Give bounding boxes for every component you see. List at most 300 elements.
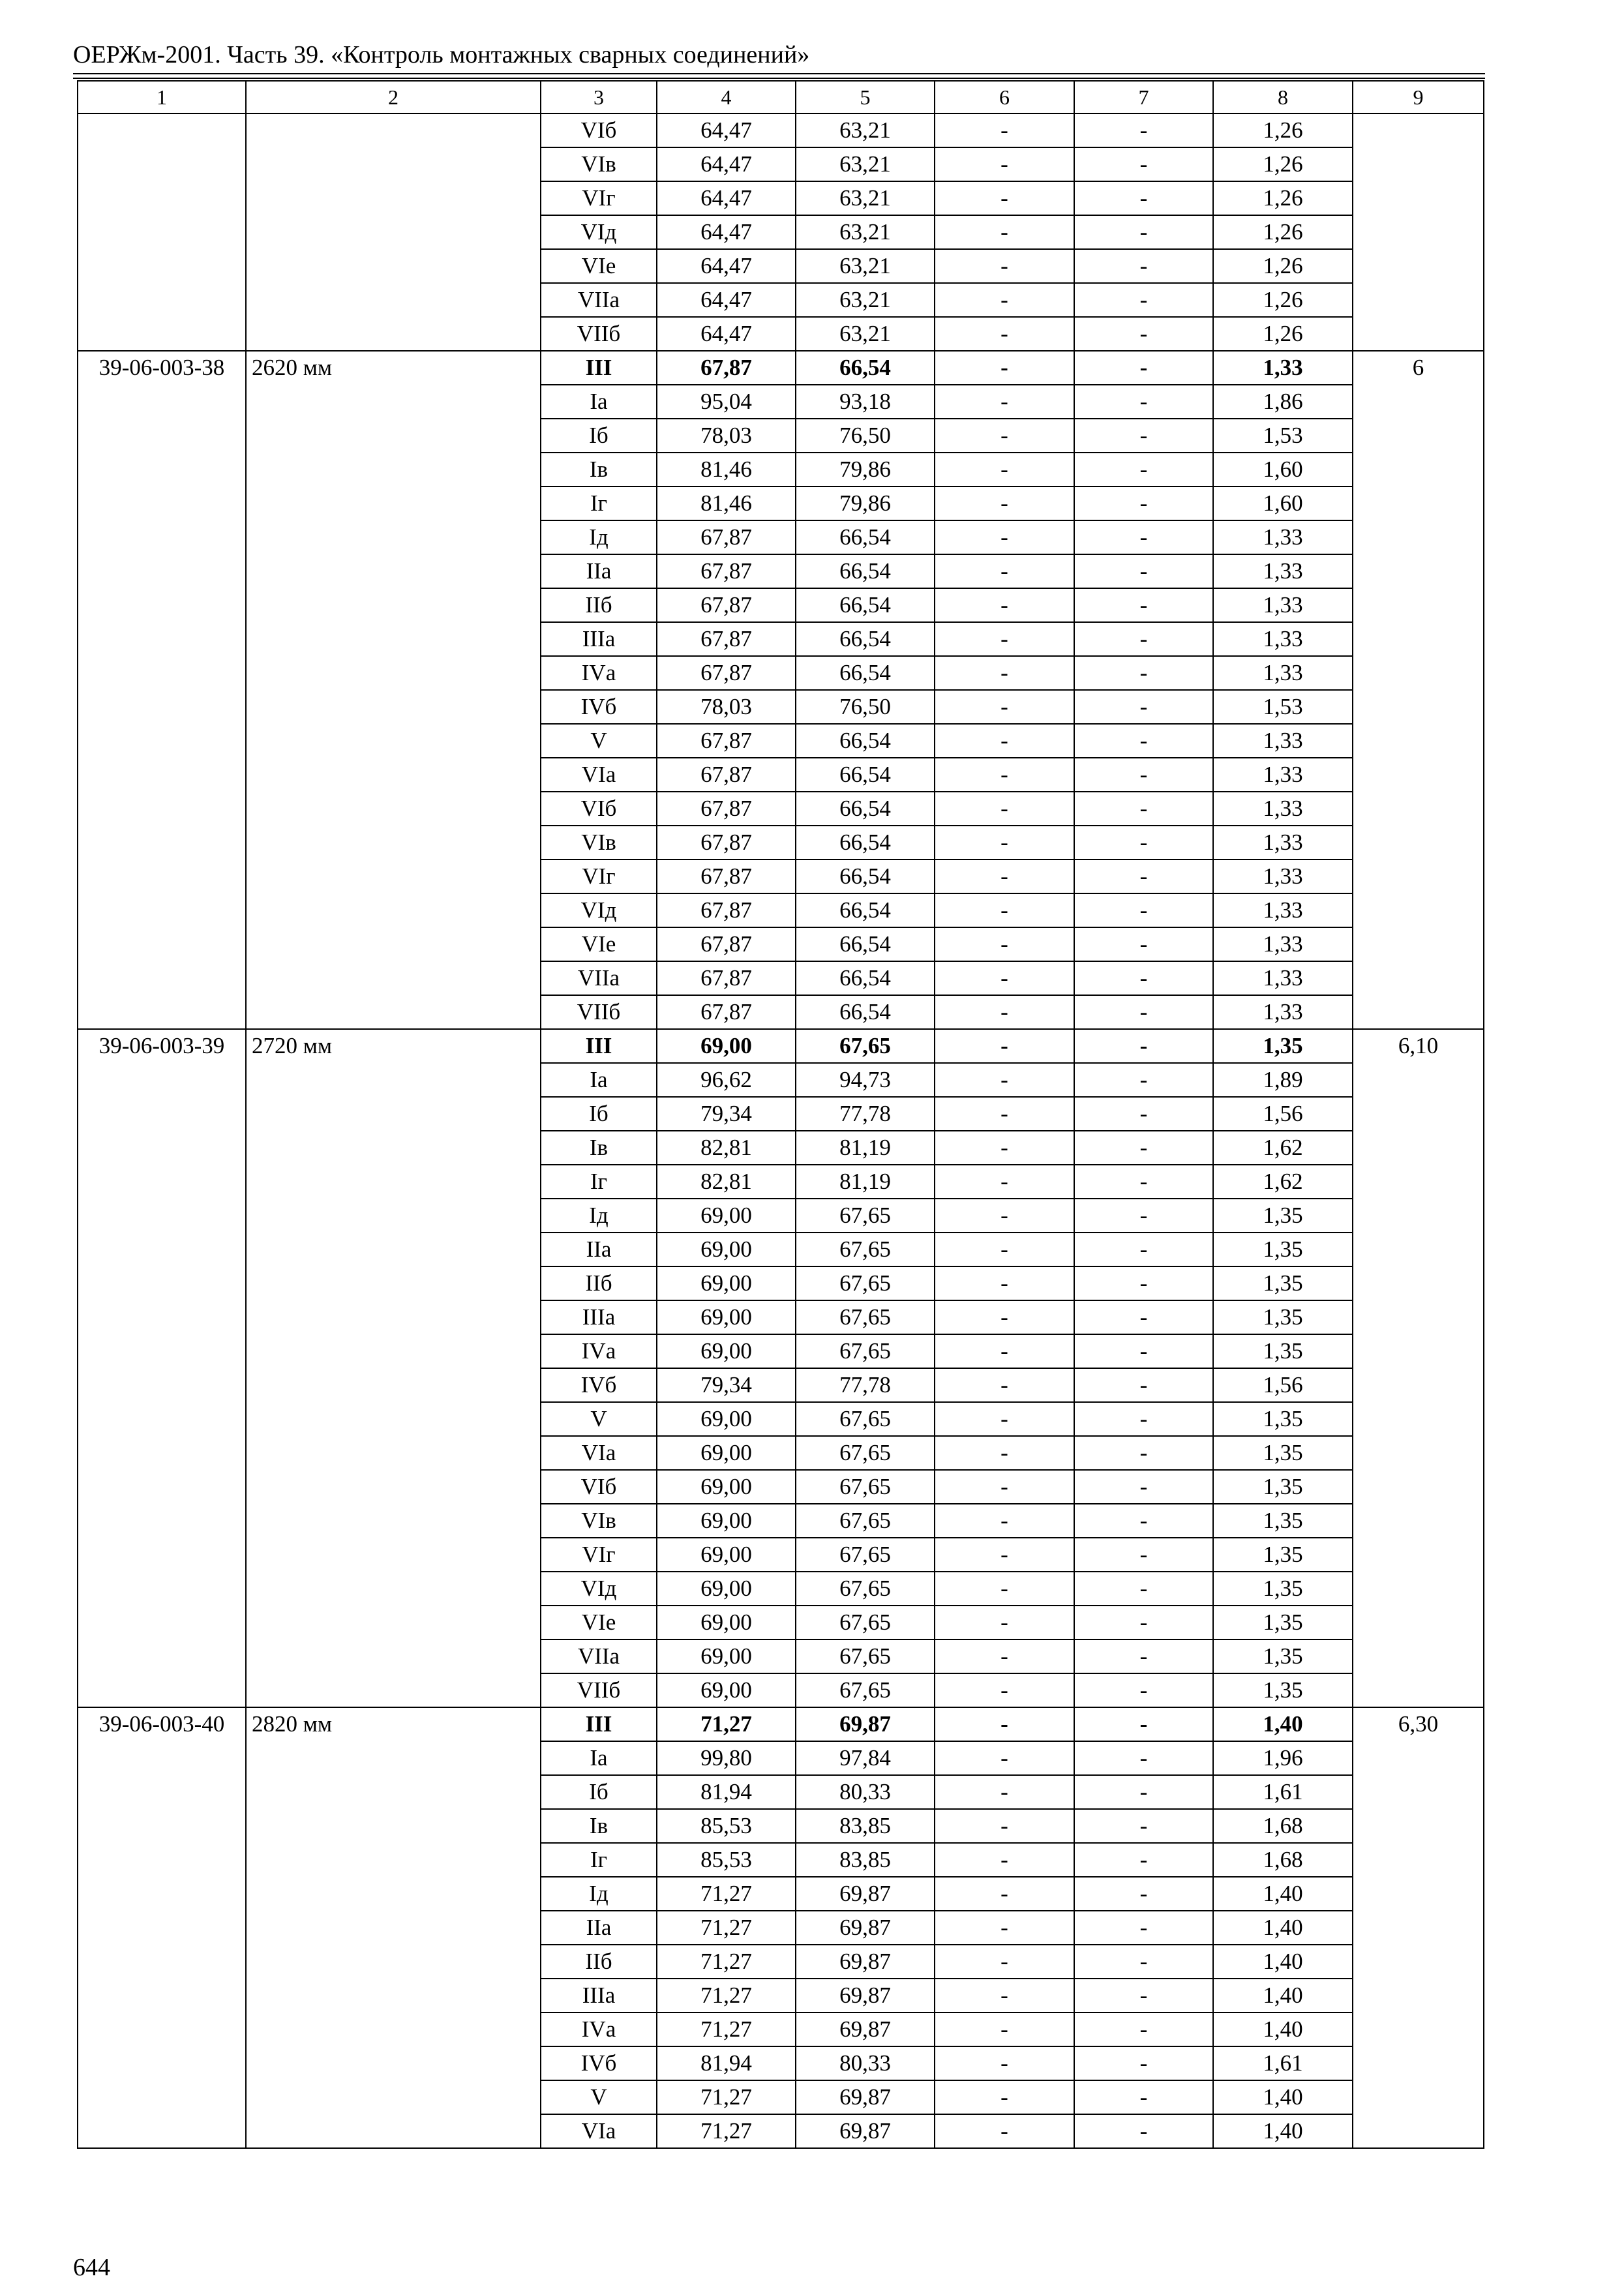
value-cell: 67,87 <box>657 860 796 893</box>
value-cell: 1,40 <box>1213 1911 1353 1945</box>
value-cell: 66,54 <box>796 893 935 927</box>
rate-code-cell <box>78 113 246 351</box>
value-cell: 69,00 <box>657 1572 796 1606</box>
diameter-cell: 2620 мм <box>246 351 541 1029</box>
value-cell: 69,00 <box>657 1199 796 1233</box>
category-cell: VIIб <box>541 317 657 351</box>
value-cell: 79,86 <box>796 486 935 520</box>
value-cell: 1,35 <box>1213 1639 1353 1673</box>
value-cell: - <box>1074 1266 1213 1300</box>
value-cell: - <box>1074 1843 1213 1877</box>
value-cell: 1,40 <box>1213 2012 1353 2046</box>
value-cell: 69,00 <box>657 1673 796 1707</box>
value-cell: 66,54 <box>796 554 935 588</box>
value-cell: - <box>935 860 1074 893</box>
value-cell: - <box>935 283 1074 317</box>
value-cell: - <box>935 690 1074 724</box>
value-cell: - <box>935 995 1074 1029</box>
value-cell: - <box>935 656 1074 690</box>
column-number-cell: 6 <box>935 81 1074 113</box>
value-cell: - <box>1074 215 1213 249</box>
value-cell: 67,65 <box>796 1199 935 1233</box>
value-cell: 64,47 <box>657 249 796 283</box>
value-cell: - <box>1074 317 1213 351</box>
value-cell: - <box>1074 826 1213 860</box>
value-cell: 83,85 <box>796 1809 935 1843</box>
value-cell: 1,33 <box>1213 826 1353 860</box>
value-cell: 71,27 <box>657 1945 796 1979</box>
value-cell: - <box>935 317 1074 351</box>
value-cell: 1,33 <box>1213 995 1353 1029</box>
rates-table <box>77 80 1484 2149</box>
value-cell: 94,73 <box>796 1063 935 1097</box>
value-cell: - <box>1074 1199 1213 1233</box>
value-cell: 63,21 <box>796 215 935 249</box>
value-cell: 71,27 <box>657 1979 796 2012</box>
category-cell: VIа <box>541 2114 657 2148</box>
category-cell: IIIа <box>541 1979 657 2012</box>
table-row <box>78 113 1484 147</box>
value-cell: 1,40 <box>1213 1877 1353 1911</box>
value-cell: - <box>1074 554 1213 588</box>
value-cell: 66,54 <box>796 860 935 893</box>
page-number: 644 <box>73 2254 110 2281</box>
value-cell: 1,33 <box>1213 554 1353 588</box>
value-cell: 69,87 <box>796 2012 935 2046</box>
value-cell: - <box>935 1809 1074 1843</box>
category-cell: VIв <box>541 147 657 181</box>
value-cell: - <box>1074 1741 1213 1775</box>
value-cell: - <box>1074 1775 1213 1809</box>
value-cell: - <box>1074 181 1213 215</box>
value-cell: - <box>1074 656 1213 690</box>
value-cell: 1,60 <box>1213 486 1353 520</box>
category-cell: III <box>541 1707 657 1741</box>
value-cell: 67,65 <box>796 1504 935 1538</box>
value-cell: - <box>935 826 1074 860</box>
category-cell: IIIа <box>541 1300 657 1334</box>
value-cell: - <box>1074 893 1213 927</box>
value-cell: - <box>935 1707 1074 1741</box>
category-cell: VIд <box>541 893 657 927</box>
column-number-cell: 1 <box>78 81 246 113</box>
value-cell: - <box>935 1470 1074 1504</box>
value-cell: 1,35 <box>1213 1606 1353 1639</box>
category-cell: VIд <box>541 1572 657 1606</box>
value-cell: - <box>1074 1063 1213 1097</box>
value-cell: - <box>935 1775 1074 1809</box>
value-cell: 71,27 <box>657 1877 796 1911</box>
column-number-cell: 9 <box>1353 81 1484 113</box>
value-cell: 67,65 <box>796 1233 935 1266</box>
category-cell: Iв <box>541 453 657 486</box>
column-number-cell: 4 <box>657 81 796 113</box>
value-cell: 1,53 <box>1213 419 1353 453</box>
rate-code-cell: 39-06-003-39 <box>78 1029 246 1707</box>
value-cell: 71,27 <box>657 1911 796 1945</box>
value-cell: 67,87 <box>657 656 796 690</box>
category-cell: Iд <box>541 520 657 554</box>
category-cell: VIг <box>541 181 657 215</box>
value-cell: 1,40 <box>1213 2114 1353 2148</box>
value-cell: 1,35 <box>1213 1572 1353 1606</box>
value-cell: 1,35 <box>1213 1266 1353 1300</box>
value-cell: - <box>935 113 1074 147</box>
value-cell: 1,33 <box>1213 724 1353 758</box>
value-cell: 69,87 <box>796 2114 935 2148</box>
category-cell: VIа <box>541 758 657 792</box>
value-cell: - <box>935 927 1074 961</box>
value-cell: 1,61 <box>1213 1775 1353 1809</box>
value-cell: - <box>1074 385 1213 419</box>
category-cell: VIIб <box>541 995 657 1029</box>
category-cell: IVа <box>541 1334 657 1368</box>
value-cell: - <box>935 1266 1074 1300</box>
value-cell: 79,86 <box>796 453 935 486</box>
category-cell: IIIа <box>541 622 657 656</box>
header-divider-second <box>73 78 1485 79</box>
value-cell: 81,46 <box>657 486 796 520</box>
value-cell: - <box>935 419 1074 453</box>
category-cell: VIIа <box>541 283 657 317</box>
value-cell: - <box>935 792 1074 826</box>
value-cell: 66,54 <box>796 927 935 961</box>
category-cell: V <box>541 2080 657 2114</box>
value-cell: 69,00 <box>657 1606 796 1639</box>
diameter-cell <box>246 113 541 351</box>
value-cell: 1,86 <box>1213 385 1353 419</box>
value-cell: 67,65 <box>796 1266 935 1300</box>
value-cell: 69,87 <box>796 1979 935 2012</box>
category-cell: IVа <box>541 656 657 690</box>
category-cell: Iв <box>541 1809 657 1843</box>
value-cell: 67,87 <box>657 622 796 656</box>
value-cell: 67,87 <box>657 927 796 961</box>
value-cell: 66,54 <box>796 995 935 1029</box>
value-cell: - <box>935 1233 1074 1266</box>
value-cell: 69,87 <box>796 1877 935 1911</box>
rate-code-cell: 39-06-003-40 <box>78 1707 246 2148</box>
value-cell: 69,00 <box>657 1639 796 1673</box>
value-cell: - <box>1074 1436 1213 1470</box>
value-cell: 69,00 <box>657 1470 796 1504</box>
value-cell: 83,85 <box>796 1843 935 1877</box>
column-number-cell: 8 <box>1213 81 1353 113</box>
category-cell: Iг <box>541 1843 657 1877</box>
column-number-cell: 5 <box>796 81 935 113</box>
category-cell: VIд <box>541 215 657 249</box>
value-cell: 78,03 <box>657 690 796 724</box>
value-cell: - <box>1074 588 1213 622</box>
value-cell: - <box>935 1606 1074 1639</box>
value-cell: 1,33 <box>1213 758 1353 792</box>
value-cell: - <box>1074 1300 1213 1334</box>
value-cell: 66,54 <box>796 724 935 758</box>
value-cell: - <box>935 1979 1074 2012</box>
value-cell: - <box>935 1572 1074 1606</box>
value-cell: 67,87 <box>657 724 796 758</box>
value-cell: - <box>935 1504 1074 1538</box>
value-cell: 1,60 <box>1213 453 1353 486</box>
value-cell: 76,50 <box>796 690 935 724</box>
category-cell: VIIа <box>541 1639 657 1673</box>
value-cell: 69,87 <box>796 2080 935 2114</box>
category-cell: Iд <box>541 1199 657 1233</box>
value-cell: - <box>1074 1470 1213 1504</box>
category-cell: VIг <box>541 860 657 893</box>
value-cell: 79,34 <box>657 1097 796 1131</box>
value-cell: 1,62 <box>1213 1131 1353 1165</box>
value-cell: 63,21 <box>796 317 935 351</box>
value-cell: - <box>935 351 1074 385</box>
value-cell: - <box>1074 1809 1213 1843</box>
value-cell: - <box>935 1877 1074 1911</box>
value-cell: - <box>935 147 1074 181</box>
value-cell: - <box>1074 453 1213 486</box>
value-cell: 67,87 <box>657 520 796 554</box>
value-cell: - <box>1074 860 1213 893</box>
value-cell: 1,40 <box>1213 1979 1353 2012</box>
value-cell: 1,35 <box>1213 1673 1353 1707</box>
value-cell: - <box>935 249 1074 283</box>
value-cell: 67,65 <box>796 1639 935 1673</box>
value-cell: - <box>935 1639 1074 1673</box>
value-cell: 1,40 <box>1213 2080 1353 2114</box>
value-cell: 69,87 <box>796 1945 935 1979</box>
value-cell: 1,56 <box>1213 1097 1353 1131</box>
value-cell: 69,00 <box>657 1029 796 1063</box>
column-number-row <box>78 81 1484 113</box>
value-cell: 67,65 <box>796 1334 935 1368</box>
value-cell: - <box>935 2114 1074 2148</box>
value-cell: - <box>935 554 1074 588</box>
note-cell: 6,30 <box>1353 1707 1484 2148</box>
category-cell: VIб <box>541 113 657 147</box>
value-cell: 1,62 <box>1213 1165 1353 1199</box>
value-cell: 1,26 <box>1213 181 1353 215</box>
value-cell: - <box>935 1843 1074 1877</box>
value-cell: - <box>935 520 1074 554</box>
category-cell: Iб <box>541 419 657 453</box>
value-cell: 81,94 <box>657 2046 796 2080</box>
value-cell: - <box>935 453 1074 486</box>
value-cell: 1,61 <box>1213 2046 1353 2080</box>
value-cell: 1,35 <box>1213 1199 1353 1233</box>
value-cell: - <box>1074 2046 1213 2080</box>
value-cell: - <box>935 2012 1074 2046</box>
value-cell: 67,65 <box>796 1470 935 1504</box>
value-cell: 1,26 <box>1213 317 1353 351</box>
category-cell: IVб <box>541 2046 657 2080</box>
value-cell: - <box>1074 113 1213 147</box>
value-cell: - <box>1074 1945 1213 1979</box>
value-cell: - <box>935 1097 1074 1131</box>
value-cell: 85,53 <box>657 1843 796 1877</box>
value-cell: 80,33 <box>796 1775 935 1809</box>
value-cell: 1,33 <box>1213 893 1353 927</box>
value-cell: - <box>1074 419 1213 453</box>
value-cell: - <box>1074 1402 1213 1436</box>
value-cell: - <box>1074 1877 1213 1911</box>
note-cell <box>1353 113 1484 351</box>
category-cell: VIIб <box>541 1673 657 1707</box>
category-cell: Iв <box>541 1131 657 1165</box>
value-cell: 1,33 <box>1213 351 1353 385</box>
value-cell: - <box>1074 758 1213 792</box>
value-cell: 82,81 <box>657 1131 796 1165</box>
value-cell: 1,35 <box>1213 1402 1353 1436</box>
value-cell: - <box>1074 1673 1213 1707</box>
value-cell: - <box>935 1300 1074 1334</box>
value-cell: 67,65 <box>796 1572 935 1606</box>
category-cell: Iб <box>541 1775 657 1809</box>
value-cell: - <box>1074 1979 1213 2012</box>
value-cell: - <box>1074 1572 1213 1606</box>
category-cell: VIб <box>541 1470 657 1504</box>
value-cell: - <box>1074 2080 1213 2114</box>
value-cell: - <box>1074 1538 1213 1572</box>
value-cell: 99,80 <box>657 1741 796 1775</box>
category-cell: VIв <box>541 1504 657 1538</box>
value-cell: - <box>1074 283 1213 317</box>
value-cell: - <box>1074 724 1213 758</box>
value-cell: 95,04 <box>657 385 796 419</box>
category-cell: VIа <box>541 1436 657 1470</box>
value-cell: 1,89 <box>1213 1063 1353 1097</box>
category-cell: IVа <box>541 2012 657 2046</box>
value-cell: 1,35 <box>1213 1029 1353 1063</box>
category-cell: III <box>541 351 657 385</box>
value-cell: - <box>1074 1233 1213 1266</box>
category-cell: Iа <box>541 385 657 419</box>
value-cell: - <box>935 1673 1074 1707</box>
category-cell: IVб <box>541 690 657 724</box>
value-cell: 1,26 <box>1213 215 1353 249</box>
value-cell: 1,96 <box>1213 1741 1353 1775</box>
category-cell: V <box>541 724 657 758</box>
value-cell: - <box>935 486 1074 520</box>
value-cell: - <box>1074 249 1213 283</box>
value-cell: - <box>1074 1131 1213 1165</box>
value-cell: - <box>935 1436 1074 1470</box>
category-cell: Iг <box>541 486 657 520</box>
value-cell: - <box>935 1945 1074 1979</box>
diameter-cell: 2820 мм <box>246 1707 541 2148</box>
value-cell: 93,18 <box>796 385 935 419</box>
value-cell: 1,26 <box>1213 249 1353 283</box>
category-cell: Iб <box>541 1097 657 1131</box>
value-cell: - <box>935 622 1074 656</box>
value-cell: 69,00 <box>657 1233 796 1266</box>
value-cell: 1,33 <box>1213 792 1353 826</box>
value-cell: - <box>1074 995 1213 1029</box>
value-cell: - <box>935 1741 1074 1775</box>
rate-code-cell: 39-06-003-38 <box>78 351 246 1029</box>
value-cell: - <box>935 2046 1074 2080</box>
header-divider <box>73 73 1485 74</box>
category-cell: IIб <box>541 1266 657 1300</box>
category-cell: Iд <box>541 1877 657 1911</box>
value-cell: 66,54 <box>796 351 935 385</box>
value-cell: - <box>1074 690 1213 724</box>
value-cell: 67,65 <box>796 1029 935 1063</box>
value-cell: 77,78 <box>796 1097 935 1131</box>
value-cell: 69,87 <box>796 1707 935 1741</box>
value-cell: - <box>1074 520 1213 554</box>
value-cell: 67,65 <box>796 1606 935 1639</box>
value-cell: 78,03 <box>657 419 796 453</box>
column-number-cell: 2 <box>246 81 541 113</box>
value-cell: - <box>1074 1911 1213 1945</box>
value-cell: 1,35 <box>1213 1233 1353 1266</box>
category-cell: IIб <box>541 588 657 622</box>
category-cell: IIа <box>541 554 657 588</box>
value-cell: 1,35 <box>1213 1470 1353 1504</box>
value-cell: 81,19 <box>796 1131 935 1165</box>
value-cell: - <box>1074 1707 1213 1741</box>
value-cell: 80,33 <box>796 2046 935 2080</box>
value-cell: 81,94 <box>657 1775 796 1809</box>
category-cell: V <box>541 1402 657 1436</box>
value-cell: 1,53 <box>1213 690 1353 724</box>
table-row <box>78 1029 1484 1063</box>
value-cell: 1,35 <box>1213 1300 1353 1334</box>
value-cell: 67,87 <box>657 554 796 588</box>
value-cell: - <box>935 758 1074 792</box>
category-cell: VIе <box>541 927 657 961</box>
value-cell: 66,54 <box>796 758 935 792</box>
value-cell: 64,47 <box>657 283 796 317</box>
value-cell: 1,33 <box>1213 520 1353 554</box>
value-cell: - <box>1074 1334 1213 1368</box>
value-cell: 76,50 <box>796 419 935 453</box>
category-cell: VIб <box>541 792 657 826</box>
value-cell: - <box>1074 351 1213 385</box>
value-cell: 71,27 <box>657 1707 796 1741</box>
value-cell: - <box>935 1131 1074 1165</box>
value-cell: 67,65 <box>796 1402 935 1436</box>
value-cell: - <box>1074 147 1213 181</box>
value-cell: 69,87 <box>796 1911 935 1945</box>
value-cell: 66,54 <box>796 622 935 656</box>
value-cell: 1,26 <box>1213 113 1353 147</box>
value-cell: 1,35 <box>1213 1334 1353 1368</box>
value-cell: 1,40 <box>1213 1945 1353 1979</box>
value-cell: 1,40 <box>1213 1707 1353 1741</box>
category-cell: IVб <box>541 1368 657 1402</box>
value-cell: - <box>1074 2012 1213 2046</box>
value-cell: 67,87 <box>657 995 796 1029</box>
table-row <box>78 1707 1484 1741</box>
value-cell: - <box>1074 1165 1213 1199</box>
column-number-cell: 7 <box>1074 81 1213 113</box>
value-cell: 1,56 <box>1213 1368 1353 1402</box>
value-cell: 64,47 <box>657 113 796 147</box>
value-cell: - <box>935 1538 1074 1572</box>
value-cell: 1,33 <box>1213 622 1353 656</box>
category-cell: Iа <box>541 1741 657 1775</box>
value-cell: 67,87 <box>657 792 796 826</box>
page-title: ОЕРЖм-2001. Часть 39. «Контроль монтажных сварных соединений» <box>73 41 810 68</box>
value-cell: 96,62 <box>657 1063 796 1097</box>
value-cell: 63,21 <box>796 249 935 283</box>
value-cell: - <box>1074 486 1213 520</box>
value-cell: - <box>1074 961 1213 995</box>
value-cell: 69,00 <box>657 1266 796 1300</box>
value-cell: 97,84 <box>796 1741 935 1775</box>
table-body <box>78 81 1484 2148</box>
value-cell: 1,68 <box>1213 1843 1353 1877</box>
